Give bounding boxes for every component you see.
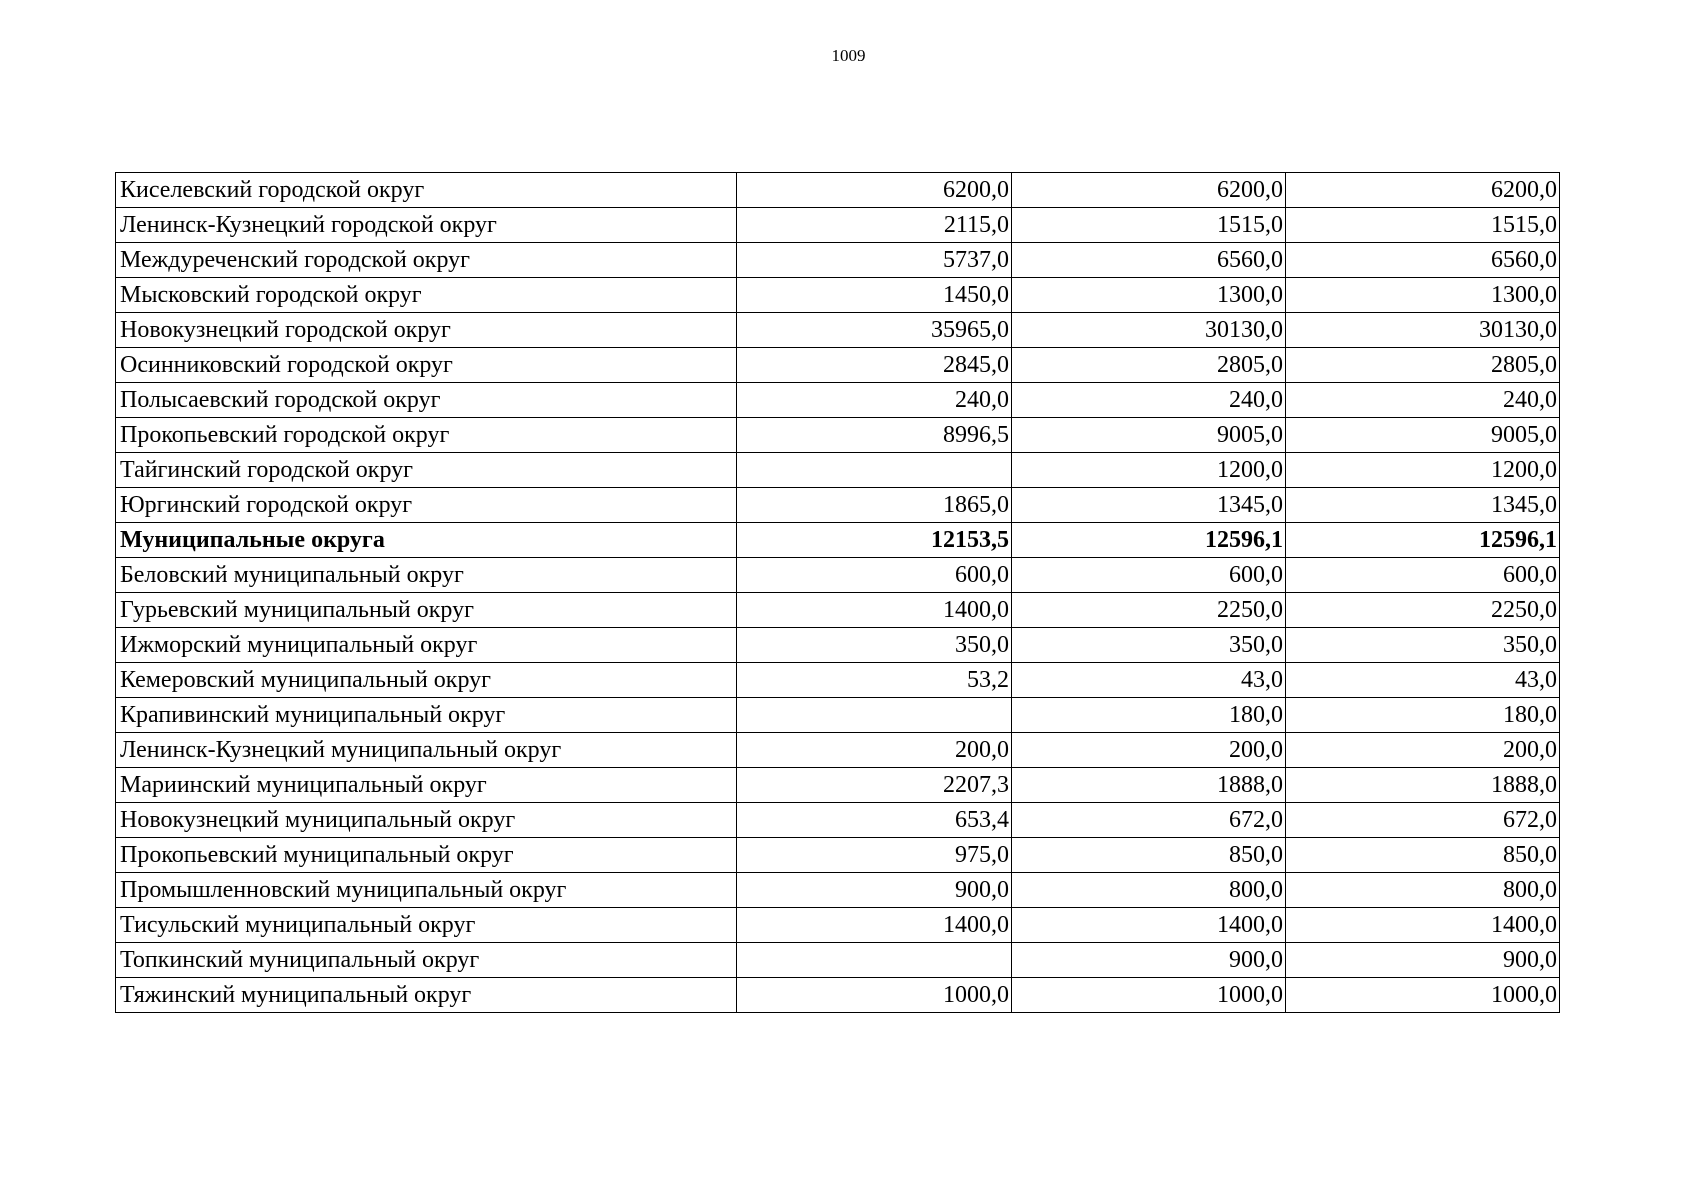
- cell-value-3: 200,0: [1286, 733, 1560, 768]
- table-row: [116, 803, 1560, 838]
- cell-value-2: 2250,0: [1012, 593, 1286, 628]
- cell-territory-name: Киселевский городской округ: [116, 173, 737, 208]
- table-row: [116, 768, 1560, 803]
- cell-value-2: 200,0: [1012, 733, 1286, 768]
- table-row: [116, 418, 1560, 453]
- cell-value-1: 240,0: [737, 383, 1012, 418]
- cell-value-2: 850,0: [1012, 838, 1286, 873]
- table-row: [116, 208, 1560, 243]
- cell-value-1: 1400,0: [737, 908, 1012, 943]
- table-row: [116, 558, 1560, 593]
- cell-value-3: 30130,0: [1286, 313, 1560, 348]
- cell-value-1: 900,0: [737, 873, 1012, 908]
- table-row: [116, 943, 1560, 978]
- cell-territory-name: Прокопьевский городской округ: [116, 418, 737, 453]
- cell-value-3: 180,0: [1286, 698, 1560, 733]
- cell-territory-name: Осинниковский городской округ: [116, 348, 737, 383]
- cell-value-2: 43,0: [1012, 663, 1286, 698]
- cell-value-3: 1515,0: [1286, 208, 1560, 243]
- cell-value-1: 2207,3: [737, 768, 1012, 803]
- cell-territory-name: Юргинский городской округ: [116, 488, 737, 523]
- cell-value-3: 2250,0: [1286, 593, 1560, 628]
- cell-value-2: 1888,0: [1012, 768, 1286, 803]
- table-row: [116, 698, 1560, 733]
- cell-territory-name: Ижморский муниципальный округ: [116, 628, 737, 663]
- cell-territory-name: Ленинск-Кузнецкий муниципальный округ: [116, 733, 737, 768]
- cell-value-1: 200,0: [737, 733, 1012, 768]
- cell-value-2: 672,0: [1012, 803, 1286, 838]
- cell-value-2: 1515,0: [1012, 208, 1286, 243]
- cell-value-2: 1300,0: [1012, 278, 1286, 313]
- cell-value-1: [737, 943, 1012, 978]
- cell-territory-name: Промышленновский муниципальный округ: [116, 873, 737, 908]
- table-row: [116, 453, 1560, 488]
- cell-territory-name: Прокопьевский муниципальный округ: [116, 838, 737, 873]
- cell-value-3: 43,0: [1286, 663, 1560, 698]
- cell-value-2: 6560,0: [1012, 243, 1286, 278]
- cell-territory-name: Крапивинский муниципальный округ: [116, 698, 737, 733]
- table-row: [116, 628, 1560, 663]
- cell-value-2: 30130,0: [1012, 313, 1286, 348]
- table-row: [116, 488, 1560, 523]
- cell-value-2: 2805,0: [1012, 348, 1286, 383]
- cell-territory-name: Гурьевский муниципальный округ: [116, 593, 737, 628]
- cell-value-3: 1400,0: [1286, 908, 1560, 943]
- cell-value-2: 1400,0: [1012, 908, 1286, 943]
- cell-value-2: 1200,0: [1012, 453, 1286, 488]
- cell-value-3: 850,0: [1286, 838, 1560, 873]
- table-row: [116, 978, 1560, 1013]
- cell-territory-name: Новокузнецкий муниципальный округ: [116, 803, 737, 838]
- cell-value-2: 350,0: [1012, 628, 1286, 663]
- cell-value-2: 180,0: [1012, 698, 1286, 733]
- table-row: [116, 838, 1560, 873]
- cell-value-3: 800,0: [1286, 873, 1560, 908]
- table-row-subtotal: [116, 523, 1560, 558]
- cell-value-1: 600,0: [737, 558, 1012, 593]
- cell-value-1: 2845,0: [737, 348, 1012, 383]
- table-row: [116, 873, 1560, 908]
- cell-territory-name: Тайгинский городской округ: [116, 453, 737, 488]
- cell-value-1: 1865,0: [737, 488, 1012, 523]
- page-number: 1009: [831, 46, 866, 65]
- table-row: [116, 313, 1560, 348]
- cell-value-3: 1000,0: [1286, 978, 1560, 1013]
- cell-value-3: 900,0: [1286, 943, 1560, 978]
- cell-territory-name: Мариинский муниципальный округ: [116, 768, 737, 803]
- cell-value-3: 1888,0: [1286, 768, 1560, 803]
- cell-value-1: 35965,0: [737, 313, 1012, 348]
- cell-value-3: 9005,0: [1286, 418, 1560, 453]
- cell-value-1: [737, 698, 1012, 733]
- cell-value-3: 1300,0: [1286, 278, 1560, 313]
- cell-value-1: 8996,5: [737, 418, 1012, 453]
- cell-value-2: 1000,0: [1012, 978, 1286, 1013]
- table-row: [116, 383, 1560, 418]
- table-row: [116, 243, 1560, 278]
- cell-value-3: 6200,0: [1286, 173, 1560, 208]
- cell-territory-name: Междуреченский городской округ: [116, 243, 737, 278]
- cell-value-1: 1400,0: [737, 593, 1012, 628]
- cell-value-1: 6200,0: [737, 173, 1012, 208]
- cell-value-3: 350,0: [1286, 628, 1560, 663]
- cell-value-2: 12596,1: [1012, 523, 1286, 558]
- cell-territory-name: Ленинск-Кузнецкий городской округ: [116, 208, 737, 243]
- cell-value-3: 12596,1: [1286, 523, 1560, 558]
- cell-value-3: 1200,0: [1286, 453, 1560, 488]
- table-row: [116, 663, 1560, 698]
- cell-value-1: 2115,0: [737, 208, 1012, 243]
- cell-territory-name: Тяжинский муниципальный округ: [116, 978, 737, 1013]
- cell-value-2: 1345,0: [1012, 488, 1286, 523]
- cell-value-1: 975,0: [737, 838, 1012, 873]
- cell-territory-name: Мысковский городской округ: [116, 278, 737, 313]
- cell-value-1: 653,4: [737, 803, 1012, 838]
- cell-territory-name: Полысаевский городской округ: [116, 383, 737, 418]
- cell-value-1: 1450,0: [737, 278, 1012, 313]
- cell-value-3: 672,0: [1286, 803, 1560, 838]
- budget-table: [115, 172, 1560, 1013]
- cell-territory-name: Муниципальные округа: [116, 523, 737, 558]
- cell-value-3: 1345,0: [1286, 488, 1560, 523]
- cell-value-1: 1000,0: [737, 978, 1012, 1013]
- cell-value-2: 6200,0: [1012, 173, 1286, 208]
- table-row: [116, 278, 1560, 313]
- cell-territory-name: Беловский муниципальный округ: [116, 558, 737, 593]
- cell-value-2: 800,0: [1012, 873, 1286, 908]
- cell-territory-name: Тисульский муниципальный округ: [116, 908, 737, 943]
- cell-territory-name: Новокузнецкий городской округ: [116, 313, 737, 348]
- cell-value-3: 6560,0: [1286, 243, 1560, 278]
- cell-value-2: 9005,0: [1012, 418, 1286, 453]
- cell-territory-name: Топкинский муниципальный округ: [116, 943, 737, 978]
- table-body: [116, 173, 1560, 1013]
- table-row: [116, 733, 1560, 768]
- cell-value-1: 5737,0: [737, 243, 1012, 278]
- table-row: [116, 173, 1560, 208]
- cell-value-2: 900,0: [1012, 943, 1286, 978]
- cell-value-3: 240,0: [1286, 383, 1560, 418]
- cell-value-2: 600,0: [1012, 558, 1286, 593]
- table-row: [116, 593, 1560, 628]
- cell-value-2: 240,0: [1012, 383, 1286, 418]
- table-row: [116, 908, 1560, 943]
- cell-value-3: 600,0: [1286, 558, 1560, 593]
- cell-value-3: 2805,0: [1286, 348, 1560, 383]
- cell-value-1: [737, 453, 1012, 488]
- cell-territory-name: Кемеровский муниципальный округ: [116, 663, 737, 698]
- cell-value-1: 12153,5: [737, 523, 1012, 558]
- table-row: [116, 348, 1560, 383]
- cell-value-1: 350,0: [737, 628, 1012, 663]
- cell-value-1: 53,2: [737, 663, 1012, 698]
